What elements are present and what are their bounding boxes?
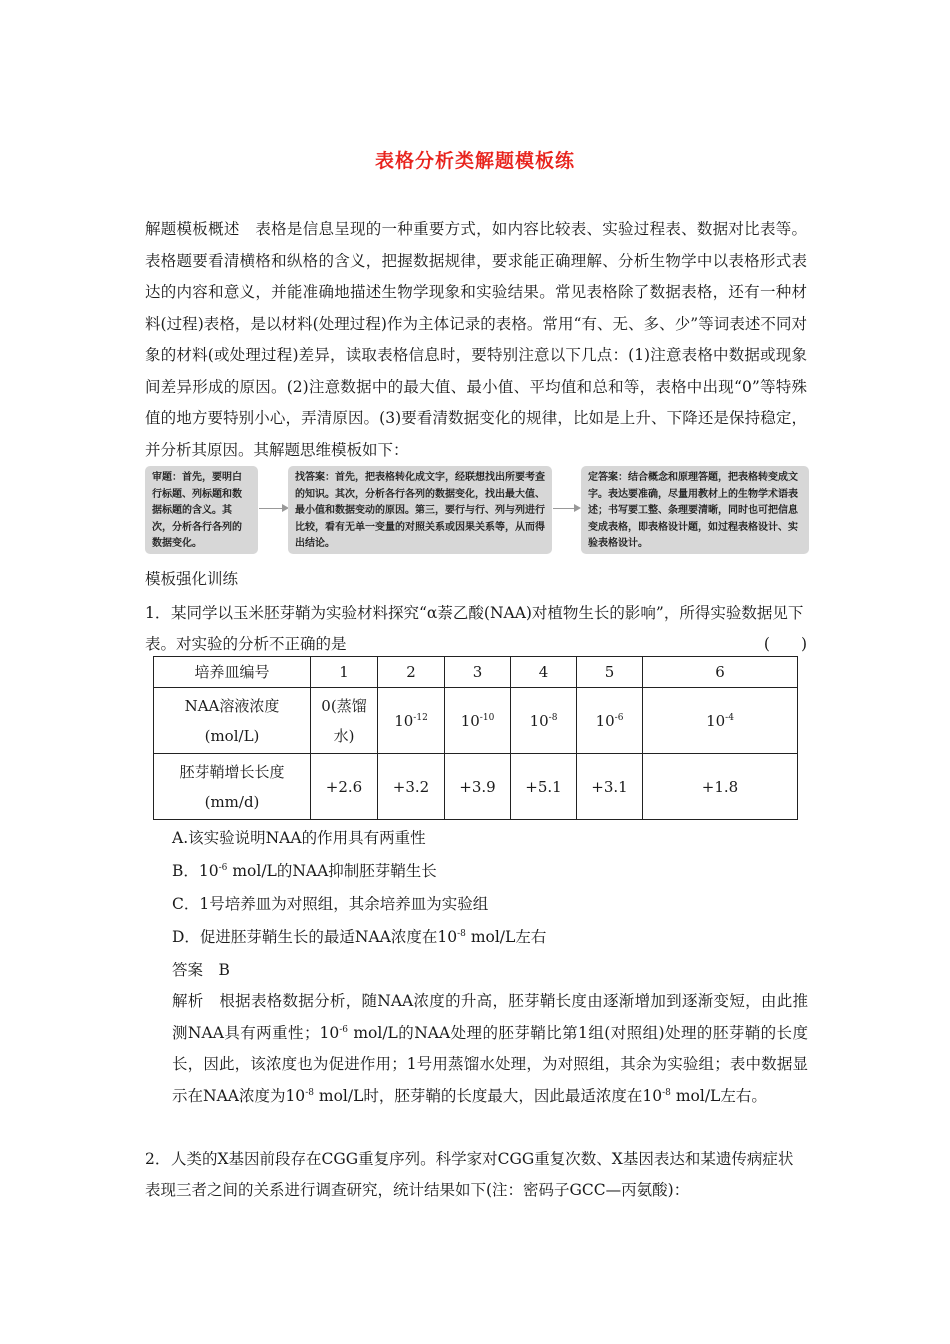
table-row-label: 胚芽鞘增长长度(mm/d) xyxy=(154,754,311,820)
table-cell: $10^{-12}$ xyxy=(378,688,445,754)
flow-step-find: 找答案：首先，把表格转化成文字，经联想找出所要考查的知识。其次，分析各行各列的数据变化，找出最大值、最小值和数据变动的原因。第三，要行与行、列与列进行比较，看有无单一变量的对照关系或因果关系等，从而得出结论。 xyxy=(288,466,552,554)
question-number: 2． xyxy=(145,1150,171,1168)
table-cell: $10^{-4}$ xyxy=(643,688,798,754)
table-header-cell: 1 xyxy=(311,657,378,688)
naa-data-table xyxy=(153,656,798,820)
table-cell: 0(蒸馏水) xyxy=(311,688,378,754)
overview-lead: 解题模板概述 xyxy=(145,220,240,238)
table-cell: +2.6 xyxy=(311,754,378,820)
page-title: 表格分析类解题模板练 xyxy=(374,150,575,172)
question-2 xyxy=(145,1144,807,1206)
table-cell: $10^{-8}$ xyxy=(511,688,577,754)
table-header-cell: 2 xyxy=(378,657,445,688)
table-header-cell: 3 xyxy=(445,657,511,688)
table-cell: +1.8 xyxy=(643,754,798,820)
table-header-cell: 6 xyxy=(643,657,798,688)
option-d: D．促进胚芽鞘生长的最适NAA浓度在$10^{-8}$ mol/L左右 xyxy=(172,928,547,946)
table-row-label: NAA溶液浓度(mol/L) xyxy=(154,688,311,754)
table-header-cell: 4 xyxy=(511,657,577,688)
overview-text: 表格是信息呈现的一种重要方式，如内容比较表、实验过程表、数据对比表等。表格题要看清横格和纵格的含义，把握数据规律，要求能正确理解、分析生物学中以表格形式表达的内容和意义，并能准确地描述生物学现象和实验结果。常见表格除了数据表格，还有一种材料(过程)表格，是以材料(处理过程)作为主体记录的表格。常用“有、无、多、少”等词表述不同对象的材料(或处理过程)差异，读取表格信息时，要特别注意以下几点：(1)注意表格中数据或现象间差异形成的原因。(2)注意数据中的最大值、最小值、平均值和总和等，表格中出现“0”等特殊值的地方要特别小心，弄清原因。(3)要看清数据变化的规律，比如是上升、下降还是保持稳定，并分析其原因。其解题思维模板如下： xyxy=(145,220,807,459)
flow-step-review: 审题：首先，要明白行标题、列标题和数据标题的含义。其次，分析各行各列的数据变化。 xyxy=(145,466,258,554)
question-stem: 人类的X基因前段存在CGG重复序列。科学家对CGG重复次数、X基因表达和某遗传病症状表现三者之间的关系进行调查研究，统计结果如下(注：密码子GCC—丙氨酸)： xyxy=(145,1150,794,1199)
flow-arrow-icon xyxy=(553,508,579,509)
question-number: 1． xyxy=(145,604,171,622)
flow-arrow-icon xyxy=(259,508,287,509)
options-list xyxy=(172,822,812,987)
table-cell: +5.1 xyxy=(511,754,577,820)
flow-step-decide: 定答案：结合概念和原理答题，把表格转变成文字。表达要准确，尽量用教材上的生物学术语表述；书写要工整、条理要清晰，同时也可把信息变成表格，即表格设计题，如过程表格设计、实验表格设计。 xyxy=(581,466,809,554)
overview-paragraph xyxy=(145,214,807,466)
question-1 xyxy=(145,598,807,660)
option-a: A.该实验说明NAA的作用具有两重性 xyxy=(172,829,426,847)
section-heading: 模板强化训练 xyxy=(145,570,239,588)
option-b: B．$10^{-6}$ mol/L的NAA抑制胚芽鞘生长 xyxy=(172,862,437,880)
analysis-paragraph: 解析 根据表格数据分析，随NAA浓度的升高，胚芽鞘长度由逐渐增加到逐渐变短，由此推测NAA具有两重性；$10^{-6}$ mol/L的NAA处理的胚芽鞘比第1组(对照组)处理的胚芽鞘的长度长，因此，该浓度也为促进作用；1号用蒸馏水处理，为对照组，其余为实验组；表中数据显示在NAA浓度为$10^{-8}$ mol/L时，胚芽鞘的长度最大，因此最适浓度在$10^{-8}$ mol/L左右。 xyxy=(172,992,808,1105)
table-cell: +3.2 xyxy=(378,754,445,820)
table-header-cell: 5 xyxy=(577,657,643,688)
table-cell: $10^{-6}$ xyxy=(577,688,643,754)
answer-blank: ( ) xyxy=(763,635,807,653)
option-c: C．1号培养皿为对照组，其余培养皿为实验组 xyxy=(172,895,489,913)
table-cell: $10^{-10}$ xyxy=(445,688,511,754)
table-header-cell: 培养皿编号 xyxy=(154,657,311,688)
thinking-template-flow xyxy=(145,466,810,556)
table-cell: +3.9 xyxy=(445,754,511,820)
answer-line: 答案 B xyxy=(172,961,230,979)
question-stem: 某同学以玉米胚芽鞘为实验材料探究“α萘乙酸(NAA)对植物生长的影响”，所得实验数据见下表。对实验的分析不正确的是 xyxy=(145,604,804,653)
table-cell: +3.1 xyxy=(577,754,643,820)
